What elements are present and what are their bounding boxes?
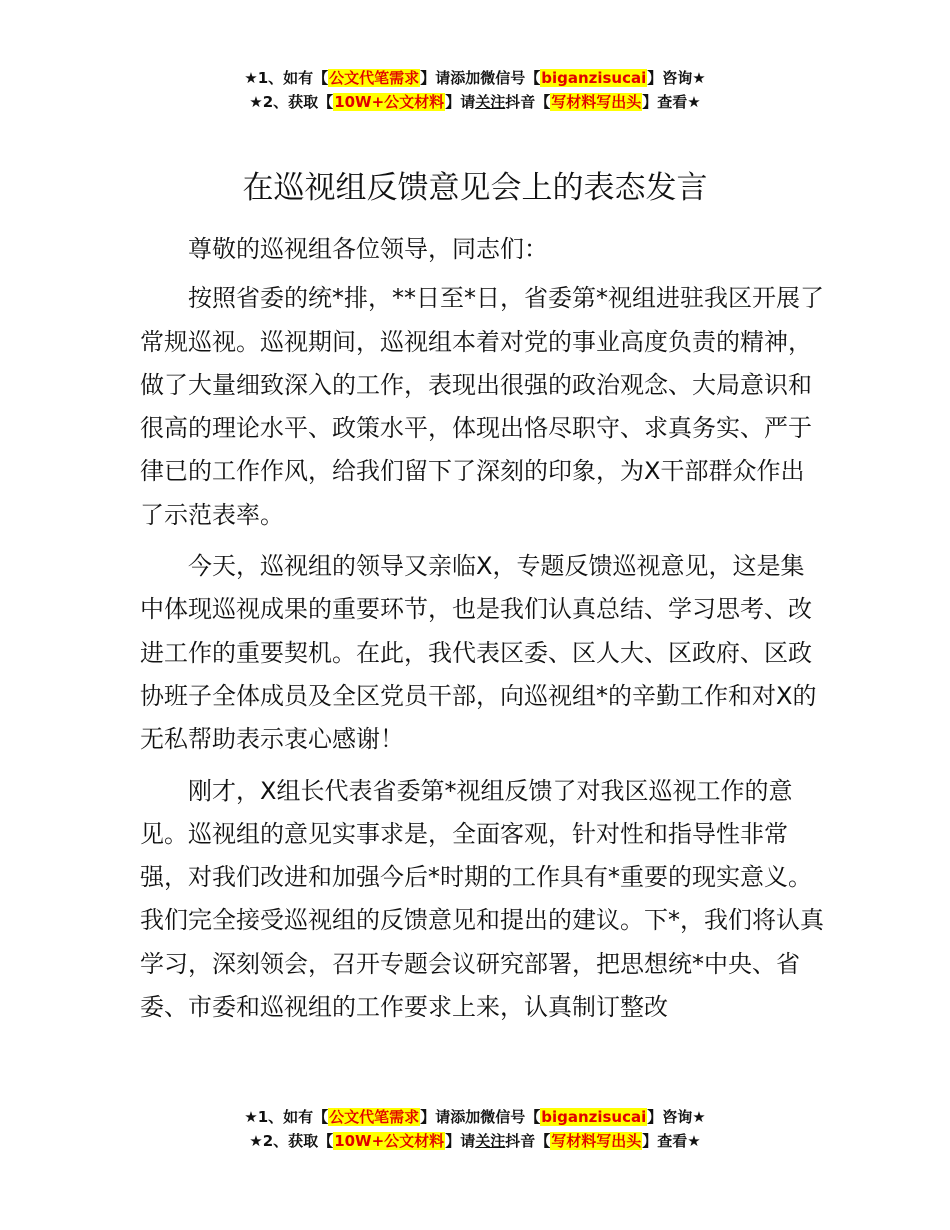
document-title: 在巡视组反馈意见会上的表态发言 (242, 170, 708, 206)
banner-underlined-text: 关注 (475, 1132, 506, 1150)
banner-highlight: 写材料写出头 (551, 93, 642, 111)
banner-text: 抖音【 (505, 93, 551, 111)
body-paragraph-2: 今天，巡视组的领导又亲临X，专题反馈巡视意见，这是集中体现巡视成果的重要环节，也是我们认真总结、学习思考、改进工作的重要契机。在此，我代表区委、区人大、区政府、区政协班子全体成员及全区党员干部，向巡视组*的辛勤工作和对X的无私帮助表示衷心感谢！ (140, 552, 817, 754)
banner-text: 】请添加微信号【 (420, 1108, 541, 1126)
banner-text: ★2、获取【 (249, 93, 334, 111)
header-banner (0, 66, 950, 114)
body-paragraph-3: 刚才，X组长代表省委第*视组反馈了对我区巡视工作的意见。巡视组的意见实事求是，全面客观，针对性和指导性非常强，对我们改进和加强今后*时期的工作具有*重要的现实意义。我们完全接受巡视组的反馈意见和提出的建议。下*，我们将认真学习，深刻领会，召开专题会议研究部署，把思想统*中央、省委、市委和巡视组的工作要求上来，认真制订整改 (140, 776, 824, 1022)
salutation: 尊敬的巡视组各位领导，同志们： (188, 235, 548, 263)
banner-line-2 (0, 90, 950, 114)
banner-highlight: 10W+公文材料 (334, 93, 445, 111)
banner-text: 】咨询★ (647, 69, 706, 87)
banner-line-2 (0, 1129, 950, 1153)
banner-text: 】请 (445, 93, 476, 111)
body-paragraph-1: 按照省委的统*排，**日至*日，省委第*视组进驻我区开展了常规巡视。巡视期间，巡视组本着对党的事业高度负责的精神，做了大量细致深入的工作，表现出很强的政治观念、大局意识和很高的理论水平、政策水平，体现出恪尽职守、求真务实、严于律已的工作作风，给我们留下了深刻的印象，为X干部群众作出了示范表率。 (140, 284, 824, 529)
banner-highlight: 10W+公文材料 (334, 1132, 445, 1150)
banner-underlined-text: 关注 (475, 93, 506, 111)
banner-text: 抖音【 (505, 1132, 551, 1150)
banner-text: 】咨询★ (647, 1108, 706, 1126)
banner-text: ★2、获取【 (249, 1132, 334, 1150)
document-body (140, 228, 828, 1037)
banner-highlight: 公文代笔需求 (329, 69, 420, 87)
banner-highlight: biganzisucai (541, 69, 647, 87)
banner-text: 】查看★ (642, 93, 701, 111)
footer-banner (0, 1105, 950, 1153)
banner-highlight: 写材料写出头 (551, 1132, 642, 1150)
banner-text: 】查看★ (642, 1132, 701, 1150)
banner-text: ★1、如有【 (244, 1108, 329, 1126)
banner-line-1 (0, 1105, 950, 1129)
banner-text: 】请 (445, 1132, 476, 1150)
banner-text: ★1、如有【 (244, 69, 329, 87)
banner-line-1 (0, 66, 950, 90)
banner-text: 】请添加微信号【 (420, 69, 541, 87)
banner-highlight: biganzisucai (541, 1108, 647, 1126)
banner-highlight: 公文代笔需求 (329, 1108, 420, 1126)
